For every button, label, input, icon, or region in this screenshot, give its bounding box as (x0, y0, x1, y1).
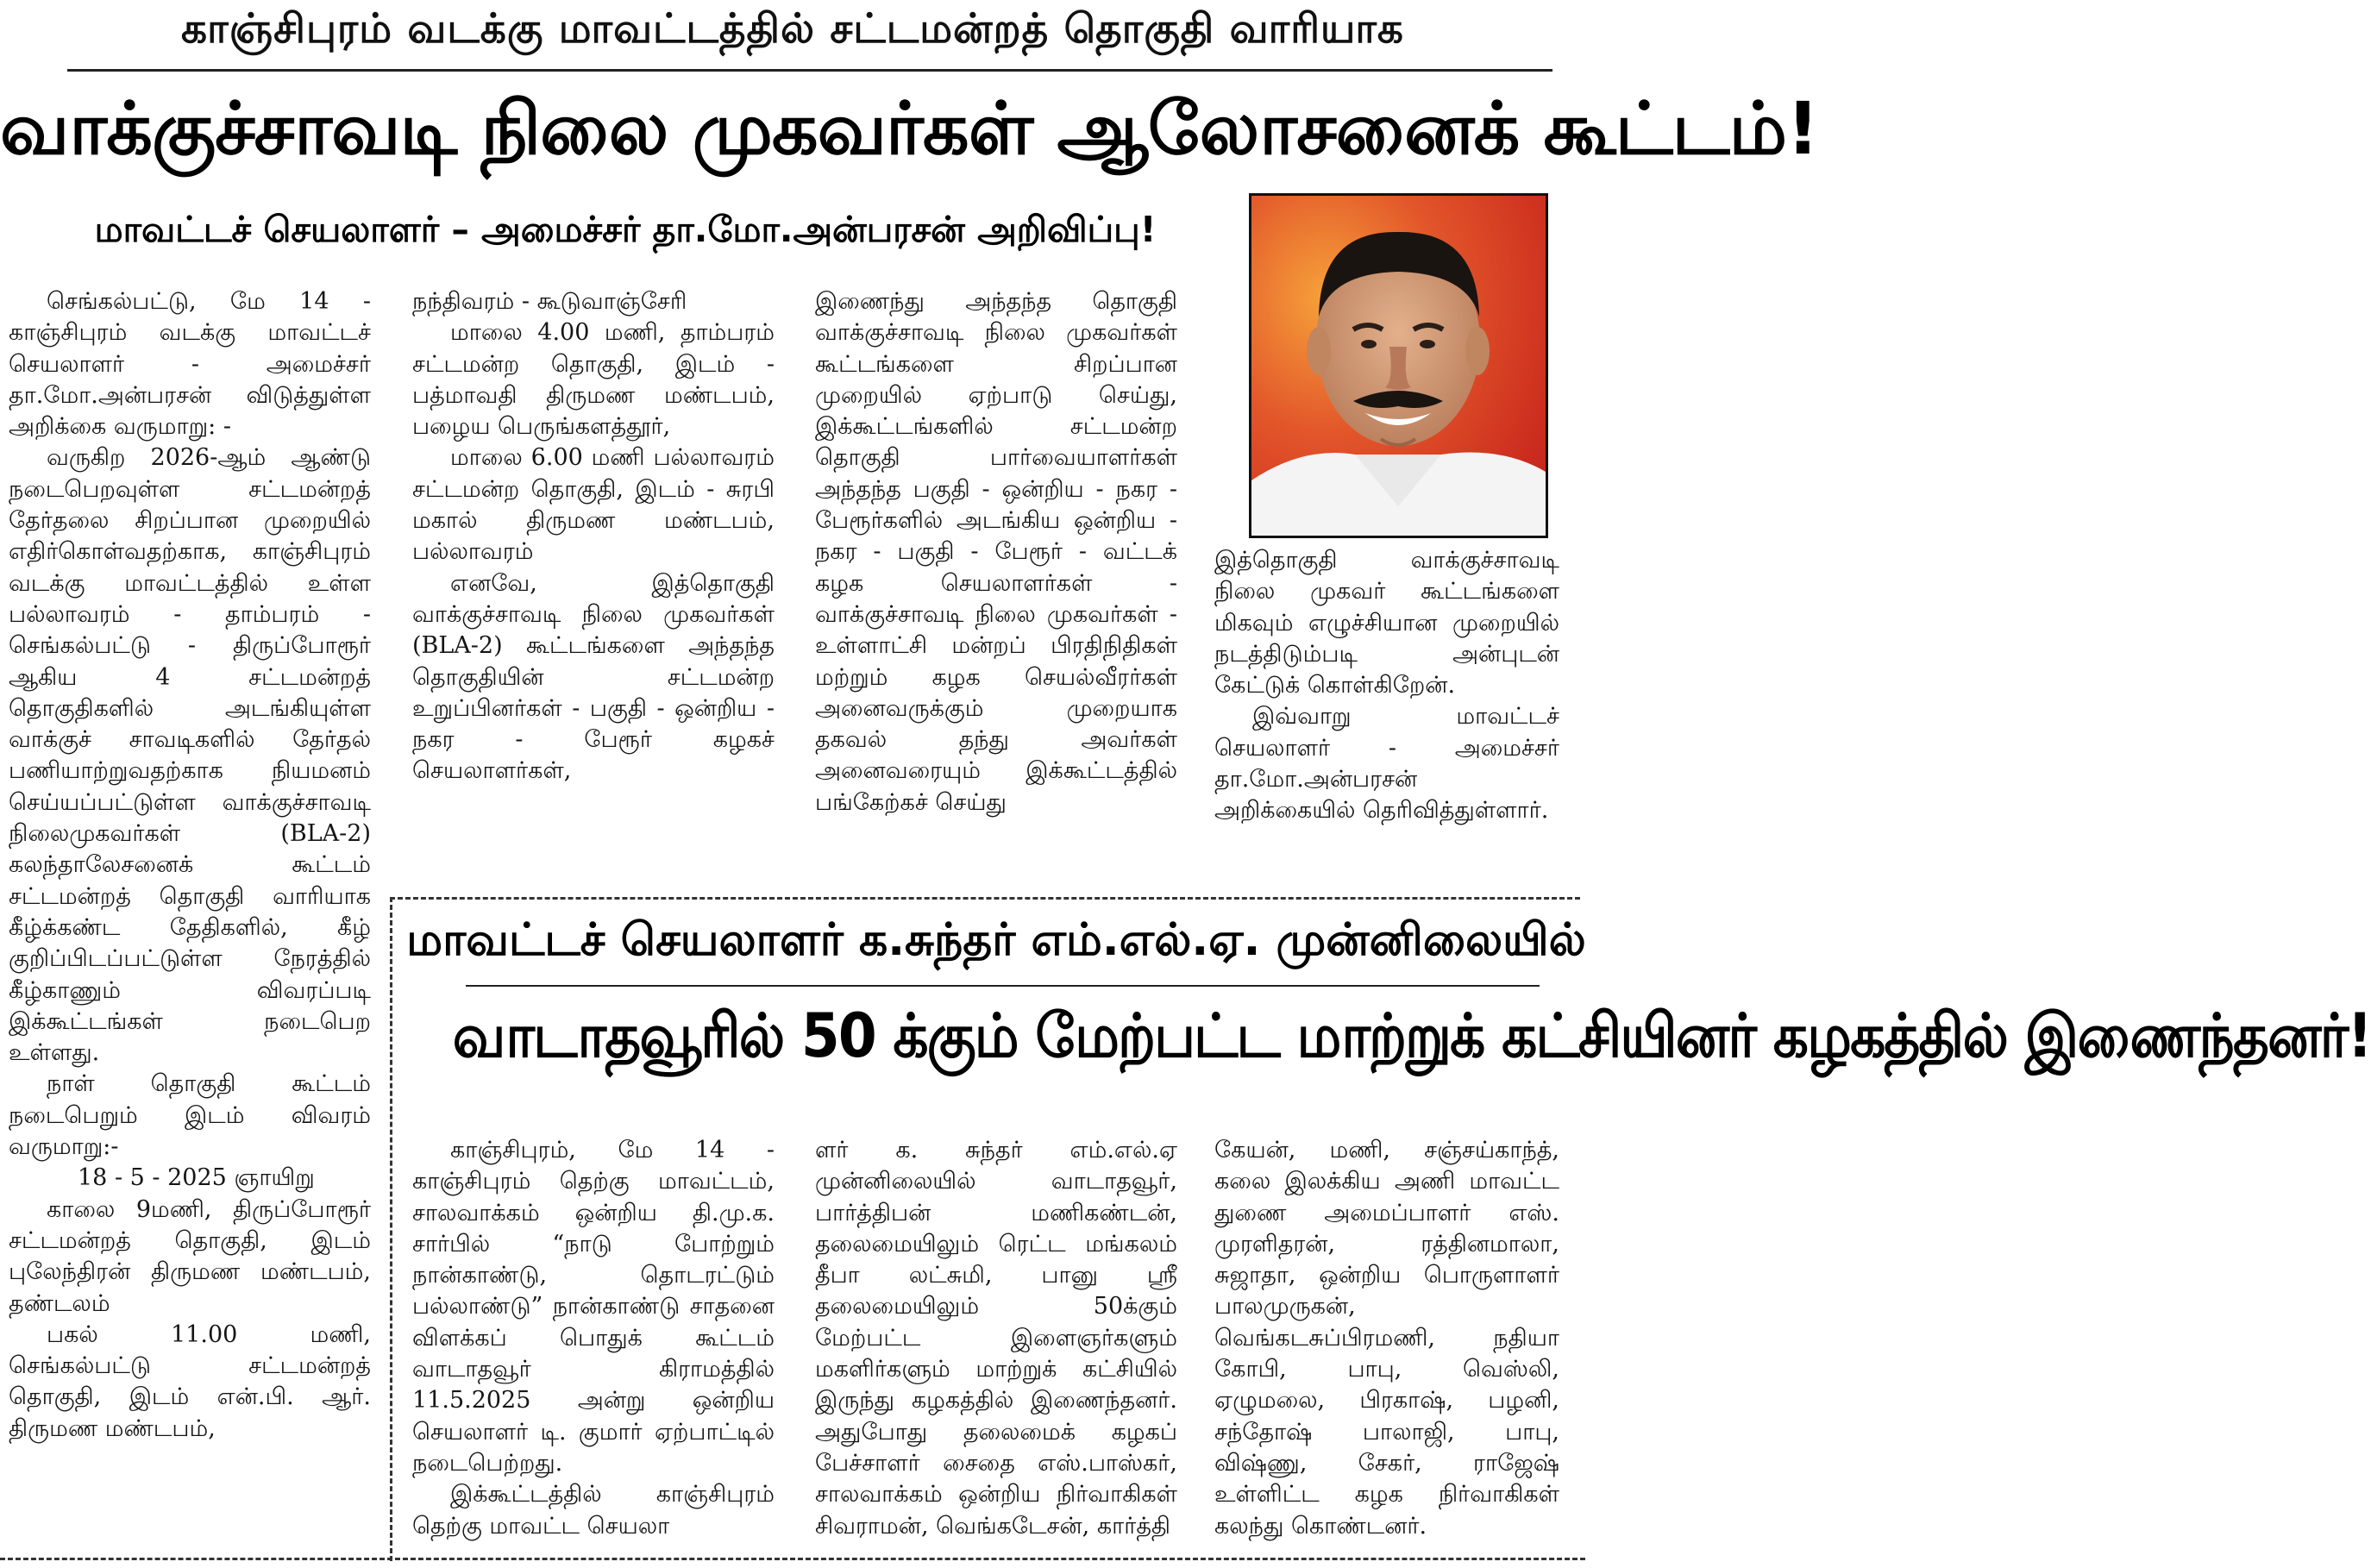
paragraph: இக்கூட்டத்தில் காஞ்சிபுரம் தெற்கு மாவட்ட செயலா (412, 1481, 775, 1540)
paragraph: இணைந்து அந்தந்த தொகுதி வாக்குச்சாவடி நிலை முகவர்கள் கூட்டங்களை சிறப்பான முறையில் ஏற்பாடு செய்து, இக்கூட்டங்களில் சட்டமன்ற தொகுதி பார்வையாளர்கள் அந்தந்த பகுதி - ஒன்றிய - நகர - பேரூர்களில் அடங்கிய ஒன்றிய - நகர - பகுதி - பேரூர் - வட்டக் கழக செயலாளர்கள் - வாக்குச்சாவடி நிலை முகவர்கள் - உள்ளாட்சி மன்றப் பிரதிநிதிகள் மற்றும் கழக செயல்வீரர்கள் அனைவருக்கும் முறையாக தகவல் தந்து அவர்கள் அனைவரையும் இக்கூட்டத்தில் பங்கேற்கச் செய்து (815, 288, 1177, 816)
article1-column-1 (9, 286, 371, 1533)
paragraph: 18 - 5 - 2025 ஞாயிறு (78, 1164, 315, 1192)
paragraph: காலை 9மணி, திருப்போரூர் சட்டமன்றத் தொகுதி, இடம் புலேந்திரன் திருமண மண்டபம், தண்டலம் (9, 1195, 371, 1317)
paragraph: பகல் 11.00 மணி, செங்கல்பட்டு சட்டமன்றத் தொகுதி, இடம் என்.பி. ஆர். திருமண மண்டபம், (9, 1320, 371, 1442)
page-bottom-border (0, 1558, 1585, 1560)
paragraph: இத்தொகுதி வாக்குச்சாவடி நிலை முகவர் கூட்டங்களை மிகவும் எழுச்சியான முறையில் நடத்திடும்படி அன்புடன் கேட்டுக் கொள்கிறேன். (1214, 547, 1559, 699)
article2-kicker-underline (466, 985, 1540, 987)
paragraph: நாள் தொகுதி கூட்டம் நடைபெறும் இடம் விவரம் வருமாறு:- (9, 1070, 371, 1161)
article1-subheadline: மாவட்டச் செயலாளர் – அமைச்சர் தா.மோ.அன்பரசன் அறிவிப்பு! (94, 209, 1157, 250)
article1-headline: வாக்குச்சாவடி நிலை முகவர்கள் ஆலோசனைக் கூட்டம்! (0, 86, 1819, 171)
paragraph: செங்கல்பட்டு, மே 14 - காஞ்சிபுரம் வடக்கு மாவட்டச் செயலாளர் - அமைச்சர் தா.மோ.அன்பரசன் விடுத்துள்ள அறிக்கை வருமாறு: - (9, 288, 371, 441)
paragraph: காஞ்சிபுரம், மே 14 - காஞ்சிபுரம் தெற்கு மாவட்டம், சாலவாக்கம் ஒன்றிய தி.மு.க. சார்பில் “நாடு போற்றும் நான்காண்டு, தொடரட்டும் பல்லாண்டு” நான்காண்டு சாதனை விளக்கப் பொதுக் கூட்டம் வாடாதவூர் கிராமத்தில் 11.5.2025 அன்று ஒன்றிய செயலாளர் டி. குமார் ஏற்பாட்டில் நடைபெற்றது. (412, 1137, 775, 1477)
article2-column-1 (412, 1135, 775, 1540)
article2-headline: வாடாதவூரில் 50 க்கும் மேற்பட்ட மாற்றுக் கட்சியினர் கழகத்தில் இணைந்தனர்! (452, 1000, 2371, 1071)
article2-top-border (390, 897, 1580, 900)
article2-column-2 (815, 1135, 1177, 1540)
article2-column-3 (1214, 1135, 1559, 1540)
article2-kicker: மாவட்டச் செயலாளர் க.சுந்தர் எம்.எல்.ஏ. முன்னிலையில் (406, 914, 1586, 966)
article1-column-2 (412, 286, 775, 881)
paragraph: எனவே, இத்தொகுதி வாக்குச்சாவடி நிலை முகவர்கள் (BLA-2) கூட்டங்களை அந்தந்த தொகுதியின் சட்டமன்ற உறுப்பினர்கள் - பகுதி - ஒன்றிய - நகர - பேரூர் கழகச் செயலாளர்கள், (412, 569, 775, 785)
paragraph: நந்திவரம் - கூடுவாஞ்சேரி (412, 288, 687, 315)
minister-portrait (1249, 193, 1548, 538)
paragraph: வருகிற 2026-ஆம் ஆண்டு நடைபெறவுள்ள சட்டமன்றத் தேர்தலை சிறப்பான முறையில் எதிர்கொள்வதற்காக, காஞ்சிபுரம் வடக்கு மாவட்டத்தில் உள்ள பல்லாவரம் - தாம்பரம் - செங்கல்பட்டு - திருப்போரூர் ஆகிய 4 சட்டமன்றத் தொகுதிகளில் அடங்கியுள்ள வாக்குச் சாவடிகளில் தேர்தல் பணியாற்றுவதற்காக நியமனம் செய்யப்பட்டுள்ள வாக்குச்சாவடி நிலைமுகவர்கள் (BLA-2) கலந்தாலேசனைக் கூட்டம் சட்டமன்றத் தொகுதி வாரியாக கீழ்க்கண்ட தேதிகளில், கீழ் குறிப்பிடப்பட்டுள்ள நேரத்தில் கீழ்காணும் விவரப்படி இக்கூட்டங்கள் நடைபெற உள்ளது. (9, 444, 371, 1067)
paragraph: ளர் க. சுந்தர் எம்.எல்.ஏ முன்னிலையில் வாடாதவூர், பார்த்திபன் மணிகண்டன், தலைமையிலும் ரெட்ட மங்கலம் தீபா லட்சுமி, பானு ஸ்ரீ தலைமையிலும் 50க்கும் மேற்பட்ட இளைஞர்களும் மகளிர்களும் மாற்றுக் கட்சியில் இருந்து கழகத்தில் இணைந்தனர். அதுபோது தலைமைக் கழகப் பேச்சாளர் சைதை எஸ்.பாஸ்கர், சாலவாக்கம் ஒன்றிய நிர்வாகிகள் சிவராமன், வெங்கடேசன், கார்த்தி (815, 1137, 1177, 1540)
portrait-image (1251, 196, 1546, 536)
paragraph: மாலை 4.00 மணி, தாம்பரம் சட்டமன்ற தொகுதி, இடம் - பத்மாவதி திருமண மண்டபம், பழைய பெருங்களத்தூர், (412, 319, 775, 441)
paragraph: மாலை 6.00 மணி பல்லாவரம் சட்டமன்ற தொகுதி, இடம் - சுரபி மகால் திருமண மண்டபம், பல்லாவரம் (412, 444, 775, 566)
article1-column-3 (815, 286, 1177, 881)
article1-column-4 (1214, 545, 1559, 873)
paragraph: இவ்வாறு மாவட்டச் செயலாளர் - அமைச்சர் தா.மோ.அன்பரசன் அறிக்கையில் தெரிவித்துள்ளார். (1214, 703, 1559, 825)
article1-kicker: காஞ்சிபுரம் வடக்கு மாவட்டத்தில் சட்டமன்றத் தொகுதி வாரியாக (181, 5, 1404, 53)
paragraph: கேயன், மணி, சஞ்சய்காந்த், கலை இலக்கிய அணி மாவட்ட துணை அமைப்பாளர் எஸ். முரளிதரன், ரத்தினமாலா, சுஜாதா, ஒன்றிய பொருளாளர் பாலமுருகன், வெங்கடசுப்பிரமணி, நதியா கோபி, பாபு, வெஸ்லி, ஏழுமலை, பிரகாஷ், பழனி, சந்தோஷ் பாலாஜி, பாபு, விஷ்ணு, சேகர், ராஜேஷ் உள்ளிட்ட கழக நிர்வாகிகள் கலந்து கொண்டனர். (1214, 1137, 1559, 1540)
kicker-underline (67, 69, 1552, 72)
article2-left-border (390, 897, 392, 1561)
